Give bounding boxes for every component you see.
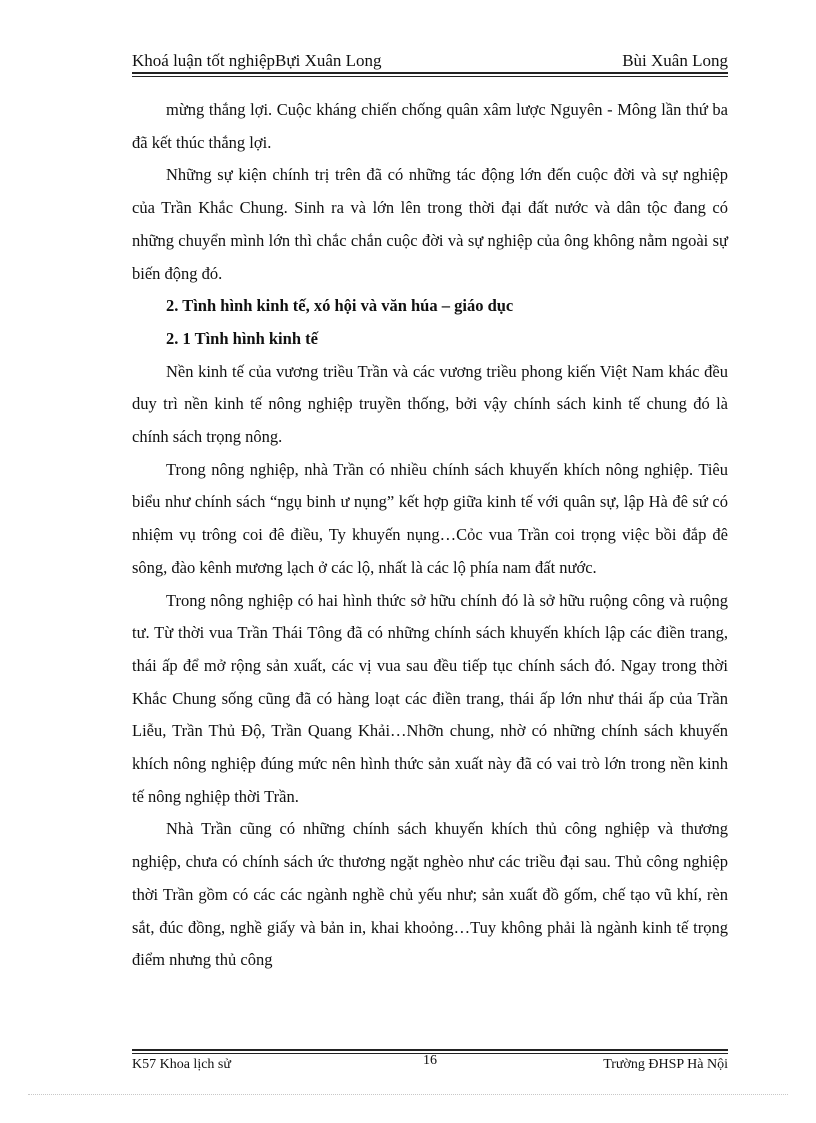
header-rule-thick — [132, 72, 728, 74]
page-number: 16 — [423, 1053, 437, 1068]
page-header — [132, 50, 728, 74]
paragraph-2: Những sự kiện chính trị trên đã có những tác động lớn đến cuộc đời và sự nghiệp của Trần Khắc Chung. Sinh ra và lớn lên trong thời đại đất nước và dân tộc đang có những chuyển mình lớn thì chắc chắn cuộc đời và sự nghiệp của ông không nằm ngoài sự biến động đó. — [132, 165, 728, 283]
paragraph-3: Nền kinh tế của vương triều Trần và các vương triều phong kiến Việt Nam khác đều duy trì nền kinh tế nông nghiệp truyền thống, bởi vậy chính sách kinh tế chung đó là chính sách trọng nông. — [132, 361, 728, 447]
subsection-heading: 2. 1 Tình hình kinh tế — [166, 328, 318, 348]
footer-right-text: Trường ĐHSP Hà Nội — [603, 1057, 728, 1072]
header-rule-thin — [132, 76, 728, 77]
header-right-text: Bùi Xuân Long — [622, 51, 728, 70]
footer-rule-thick — [132, 1049, 728, 1051]
paragraph-5: Trong nông nghiệp có hai hình thức sở hữu chính đó là sở hữu ruộng công và ruộng tư. Từ thời vua Trần Thái Tông đã có những chính sách khuyến khích lập các điền trang, thái ấp để mở rộng sản xuất, các vị vua sau đều tiếp tục chính sách đó. Ngay trong thời Khắc Chung sống cũng đã có hàng loạt các điền trang, thái ấp lớn như thái ấp của Trần Liễu, Trần Thủ Độ, Trần Quang Khải…Nhỡn chung, nhờ có những chính sách khuyến khích nông nghiệp đúng mức nên hình thức sản xuất này đã có vai trò lớn trong nền kinh tế nông nghiệp thời Trần. — [132, 590, 728, 806]
paragraph-1: mừng thắng lợi. Cuộc kháng chiến chống quân xâm lược Nguyên - Mông lần thứ ba đã kết thúc thắng lợi. — [132, 100, 728, 152]
paragraph-4: Trong nông nghiệp, nhà Trần có nhiều chính sách khuyến khích nông nghiệp. Tiêu biểu như chính sách “ngụ binh ư nụng” kết hợp giữa kinh tế với quân sự, lập Hà đê sứ có nhiệm vụ trông coi đê điều, Ty khuyến nụng…Cỏc vua Trần coi trọng việc bồi đắp đê sông, đào kênh mương lạch ở các lộ, nhất là các lộ phía nam đất nước. — [132, 459, 728, 577]
header-left-text: Khoá luận tốt nghiệpBựi Xuân Long — [132, 51, 382, 70]
paragraph-6: Nhà Trần cũng có những chính sách khuyến khích thủ công nghiệp và thương nghiệp, chưa có chính sách ức thương ngặt nghèo như các triều đại sau. Thủ công nghiệp thời Trần gồm có các các ngành nghề chủ yếu như; sản xuất đồ gốm, chế tạo vũ khí, rèn sắt, đúc đồng, nghề giấy và bản in, khai khoỏng…Tuy không phải là ngành kinh tế trọng điểm nhưng thủ công — [132, 819, 728, 970]
document-body — [132, 94, 728, 977]
page-edge-divider — [28, 1094, 788, 1095]
page-footer — [132, 1053, 728, 1078]
section-heading: 2. Tình hình kinh tế, xó hội và văn húa – giáo dục — [166, 296, 514, 316]
footer-left-text: K57 Khoa lịch sử — [132, 1057, 231, 1072]
